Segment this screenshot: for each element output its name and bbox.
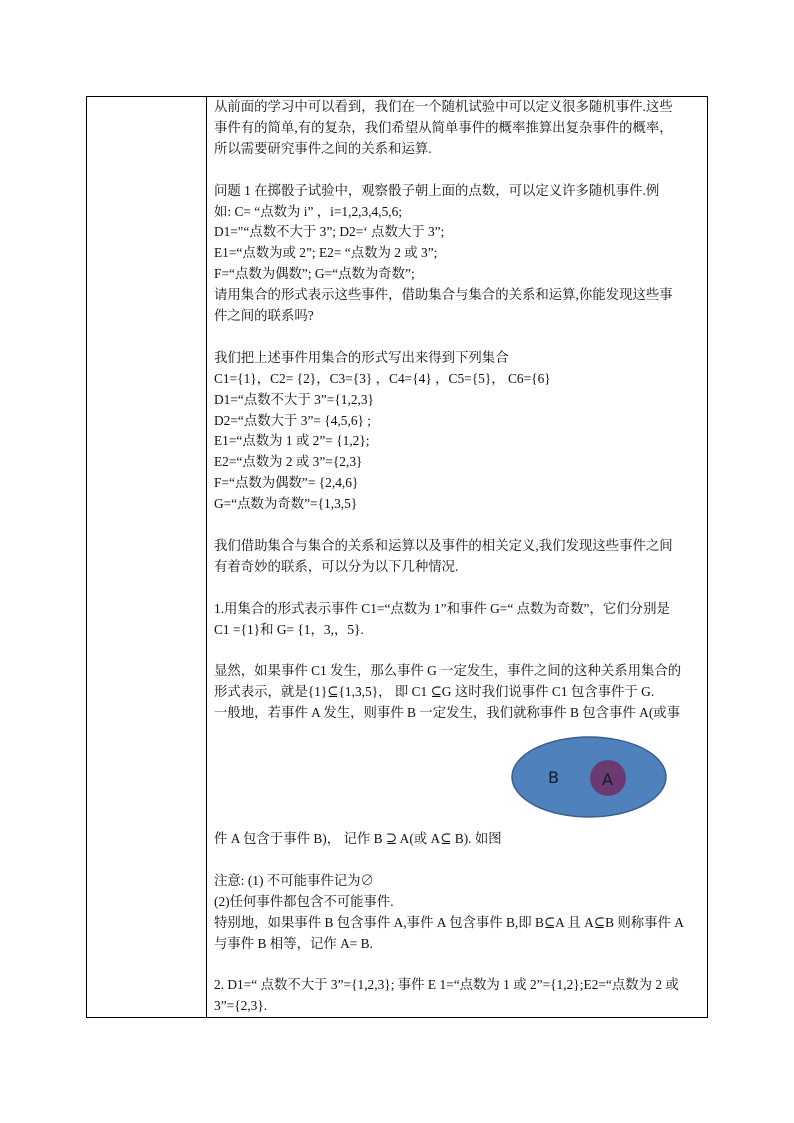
sets-line: D2=“点数大于 3”= {4,5,6} ; — [214, 412, 372, 428]
problem-line: 请用集合的形式表示这些事件，借助集合与集合的关系和运算,你能发现这些事 — [214, 287, 673, 303]
discovery-line: 我们借助集合与集合的关系和运算以及事件的相关定义,我们发现这些事件之间 — [214, 537, 673, 553]
item2-line: 3”={2,3}. — [214, 998, 268, 1014]
problem-line: F=“点数为偶数”; G=“点数为奇数”; — [214, 266, 415, 282]
sets-line: G=“点数为奇数”={1,3,5} — [214, 496, 358, 512]
discovery-line: 有着奇妙的联系，可以分为以下几种情况. — [214, 558, 459, 574]
intro-line: 事件有的简单,有的复杂，我们希望从简单事件的概率推算出复杂事件的概率， — [214, 119, 673, 135]
problem-line: 件之间的联系吗? — [214, 308, 314, 324]
problem-line: D1="“点数不大于 3”; D2=‘ 点数大于 3”; — [214, 224, 445, 240]
problem-line: 问题 1 在掷骰子试验中，观察骰子朝上面的点数，可以定义许多随机事件.例 — [214, 182, 660, 198]
item2-line: 2. D1=“ 点数不大于 3”={1,2,3}; 事件 E 1=“点数为 1 或 2”={1,2};E2=“点数为 2 或 — [214, 977, 679, 993]
set-b-ellipse — [512, 737, 666, 817]
note-line: 与事件 B 相等，记作 A= B. — [214, 935, 373, 951]
note-line: 特别地，如果事件 B 包含事件 A,事件 A 包含事件 B,即 B⊆A 且 A⊆B 则称事件 A — [214, 914, 684, 930]
venn-diagram — [510, 735, 670, 819]
intro-line: 从前面的学习中可以看到，我们在一个随机试验中可以定义很多随机事件.这些 — [214, 99, 673, 114]
explain-line: 一般地，若事件 A 发生，则事件 B 一定发生，我们就称事件 B 包含事件 A(或事 — [214, 705, 681, 721]
sets-line: E1=“点数为 1 或 2”= {1,2}; — [214, 433, 370, 449]
explain-line: 显然，如果事件 C1 发生，那么事件 G 一定发生，事件之间的这种关系用集合的 — [214, 663, 682, 679]
sets-line: D1=“点数不大于 3”={1,2,3} — [214, 391, 374, 407]
venn-diagram-row — [214, 724, 702, 829]
item1-line: 1.用集合的形式表示事件 C1=“点数为 1”和事件 G=“ 点数为奇数”，它们分别是 — [214, 600, 670, 616]
item1-line: C1 ={1}和 G= {1，3,，5}. — [214, 621, 364, 637]
set-a-label: A — [602, 770, 613, 790]
sets-line: E2=“点数为 2 或 3”={2,3} — [214, 454, 363, 470]
sets-line: 我们把上述事件用集合的形式写出来得到下列集合 — [214, 349, 509, 365]
problem-line: E1=“点数为或 2”; E2= “点数为 2 或 3”; — [214, 245, 438, 261]
set-b-label: B — [548, 768, 559, 788]
sets-line: F=“点数为偶数”= {2,4,6} — [214, 475, 359, 491]
problem-line: 如: C= “点数为 i” ，i=1,2,3,4,5,6; — [214, 203, 403, 219]
column-divider — [206, 96, 207, 1018]
explain-line: 形式表示，就是{1}⊆{1,3,5}， 即 C1 ⊆G 这时我们说事件 C1 包含事件于 G. — [214, 684, 655, 700]
sets-line: C1={1}，C2= {2}，C3={3} ，C4={4} ，C5={5}， C6={6} — [214, 370, 551, 386]
note-line: 注意: (1) 不可能事件记为∅ — [214, 872, 374, 888]
note-line: (2)任何事件都包含不可能事件. — [214, 893, 394, 909]
after-venn-line: 件 A 包含于事件 B)， 记作 B ⊇ A(或 A⊆ B). 如图 — [214, 831, 502, 847]
intro-line: 所以需要研究事件之间的关系和运算. — [214, 140, 432, 156]
lesson-content — [214, 97, 702, 1017]
